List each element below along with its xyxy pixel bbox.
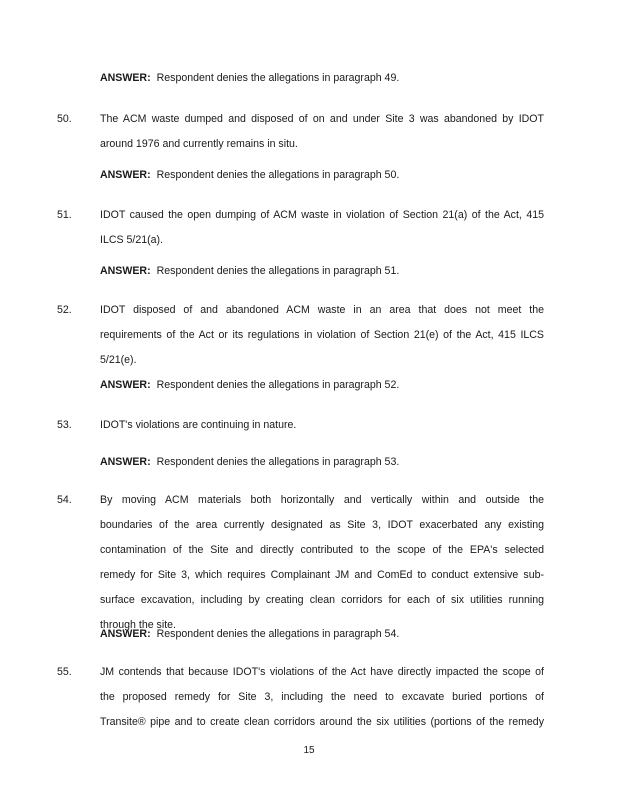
answer-label: ANSWER: — [100, 72, 151, 84]
paragraph-line: The ACM waste dumped and disposed of on and under Site 3 was abandoned by IDOT — [100, 113, 544, 125]
answer-label: ANSWER: — [100, 379, 151, 391]
paragraph-line: ILCS 5/21(a). — [100, 234, 164, 246]
paragraph-line: By moving ACM materials both horizontally and vertically within and outside the — [100, 494, 544, 506]
paragraph-line: requirements of the Act or its regulations in violation of Section 21(e) of the Act, 415 ILCS — [100, 329, 544, 341]
paragraph-line: IDOT caused the open dumping of ACM waste in violation of Section 21(a) of the Act, 415 — [100, 209, 544, 221]
paragraph-line: IDOT disposed of and abandoned ACM waste in an area that does not meet the — [100, 304, 544, 316]
answer-text: Respondent denies the allegations in paragraph 49. — [156, 72, 400, 84]
paragraph-line: JM contends that because IDOT's violations of the Act have directly impacted the scope of — [100, 666, 544, 678]
paragraph-line: through the site. — [100, 619, 176, 631]
answer-text: Respondent denies the allegations in paragraph 51. — [156, 265, 400, 277]
paragraph-number: 53. — [57, 419, 72, 431]
paragraph-number: 52. — [57, 304, 72, 316]
paragraph-line: remedy for Site 3, which requires Complainant JM and ComEd to conduct extensive sub- — [100, 569, 544, 581]
paragraph-number: 54. — [57, 494, 72, 506]
answer-label: ANSWER: — [100, 456, 151, 468]
paragraph-number: 55. — [57, 666, 72, 678]
answer-50 — [100, 169, 548, 182]
answer-49 — [100, 72, 548, 85]
paragraph-line: around 1976 and currently remains in situ. — [100, 138, 298, 150]
answer-text: Respondent denies the allegations in paragraph 54. — [156, 628, 400, 640]
paragraph-number: 51. — [57, 209, 72, 221]
answer-text: Respondent denies the allegations in paragraph 53. — [156, 456, 400, 468]
paragraph-line: Transite® pipe and to create clean corridors around the six utilities (portions of the remedy — [100, 716, 544, 728]
answer-label: ANSWER: — [100, 169, 151, 181]
paragraph-line: the proposed remedy for Site 3, including the need to excavate buried portions of — [100, 691, 544, 703]
paragraph-line: surface excavation, including by creating clean corridors for each of six utilities running — [100, 594, 544, 606]
answer-54 — [100, 628, 548, 641]
paragraph-line: IDOT's violations are continuing in nature. — [100, 419, 297, 431]
answer-51 — [100, 265, 548, 278]
paragraph-line: contamination of the Site and directly contributed to the scope of the EPA's selected — [100, 544, 544, 556]
answer-text: Respondent denies the allegations in paragraph 52. — [156, 379, 400, 391]
answer-label: ANSWER: — [100, 628, 151, 640]
answer-52 — [100, 379, 548, 392]
page-number: 15 — [303, 745, 315, 756]
paragraph-line: boundaries of the area currently designated as Site 3, IDOT exacerbated any existing — [100, 519, 544, 531]
paragraph-number: 50. — [57, 113, 72, 125]
paragraph-line: 5/21(e). — [100, 354, 137, 366]
answer-53 — [100, 456, 548, 469]
answer-text: Respondent denies the allegations in paragraph 50. — [156, 169, 400, 181]
answer-label: ANSWER: — [100, 265, 151, 277]
